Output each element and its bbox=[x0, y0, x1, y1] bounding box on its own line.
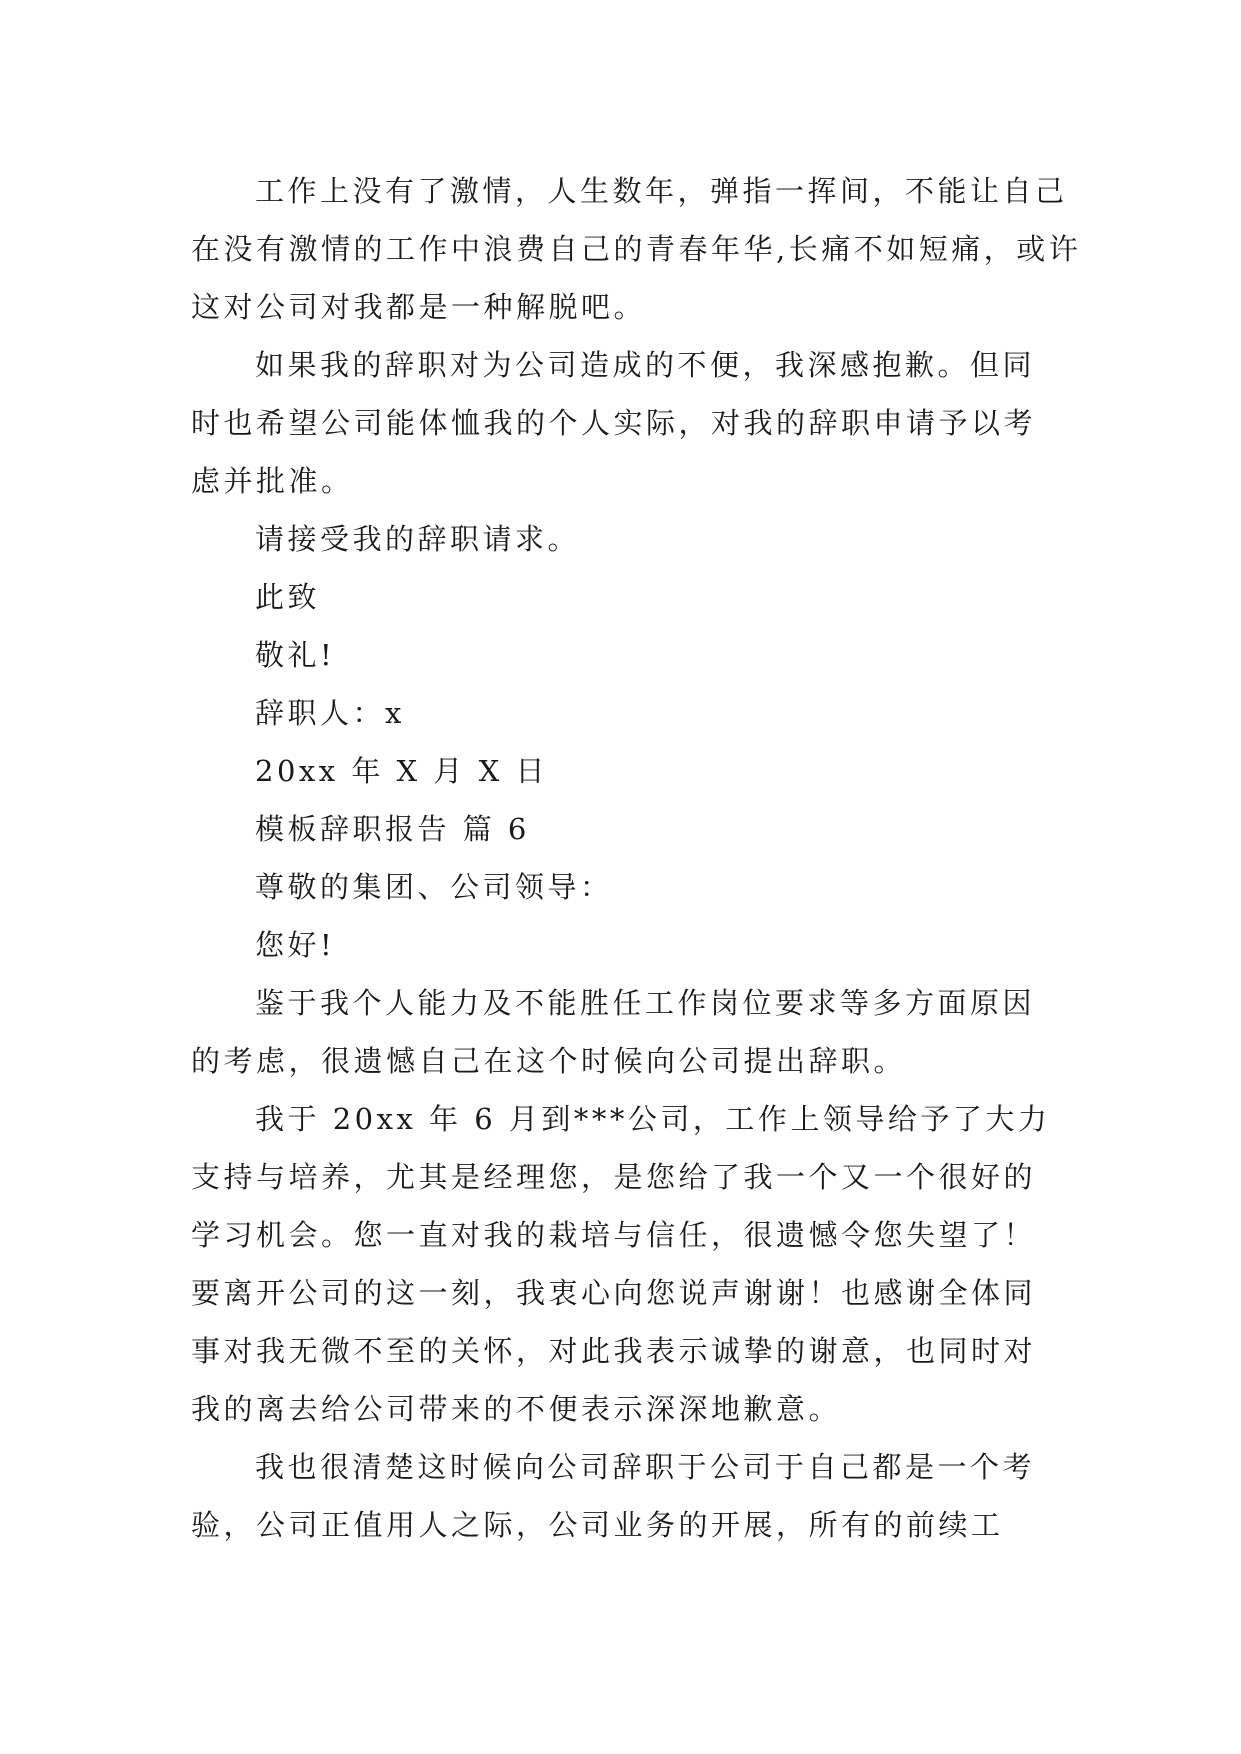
section-title: 模板辞职报告 篇 6 bbox=[255, 812, 530, 846]
paragraph-test: 我也很清楚这时候向公司辞职于公司于自己都是一个考验，公司正值用人之际，公司业务的开展，所有的前续工 bbox=[191, 1450, 1036, 1542]
paragraph-thanks: 我于 20xx 年 6 月到***公司，工作上领导给予了大力支持与培养，尤其是经理您，是您给了我一个又一个很好的学习机会。您一直对我的栽培与信任，很遗憾令您失望了！要离开公司的这一刻，我衷心向您说声谢谢！也感谢全体同事对我无微不至的关怀，对此我表示诚挚的谢意，也同时对我的离去给公司带来的不便表示深深地歉意。 bbox=[191, 1102, 1051, 1426]
date-line: 20xx 年 X 月 X 日 bbox=[255, 754, 548, 788]
signature-line: 辞职人：x bbox=[255, 696, 405, 730]
document-body bbox=[191, 162, 1091, 1554]
paragraph-reason: 鉴于我个人能力及不能胜任工作岗位要求等多方面原因的考虑，很遗憾自己在这个时候向公司提出辞职。 bbox=[191, 986, 1036, 1078]
closing-regards: 敬礼! bbox=[255, 638, 336, 672]
closing-salutation: 此致 bbox=[255, 580, 321, 614]
greeting-hello: 您好! bbox=[255, 928, 336, 962]
greeting-recipient: 尊敬的集团、公司领导： bbox=[255, 870, 613, 904]
paragraph-passion: 工作上没有了激情，人生数年，弹指一挥间，不能让自己在没有激情的工作中浪费自己的青春年华,长痛不如短痛，或许这对公司对我都是一种解脱吧。 bbox=[191, 174, 1082, 324]
paragraph-apology: 如果我的辞职对为公司造成的不便，我深感抱歉。但同时也希望公司能体恤我的个人实际，对我的辞职申请予以考虑并批准。 bbox=[191, 348, 1037, 498]
paragraph-request: 请接受我的辞职请求。 bbox=[255, 522, 581, 556]
